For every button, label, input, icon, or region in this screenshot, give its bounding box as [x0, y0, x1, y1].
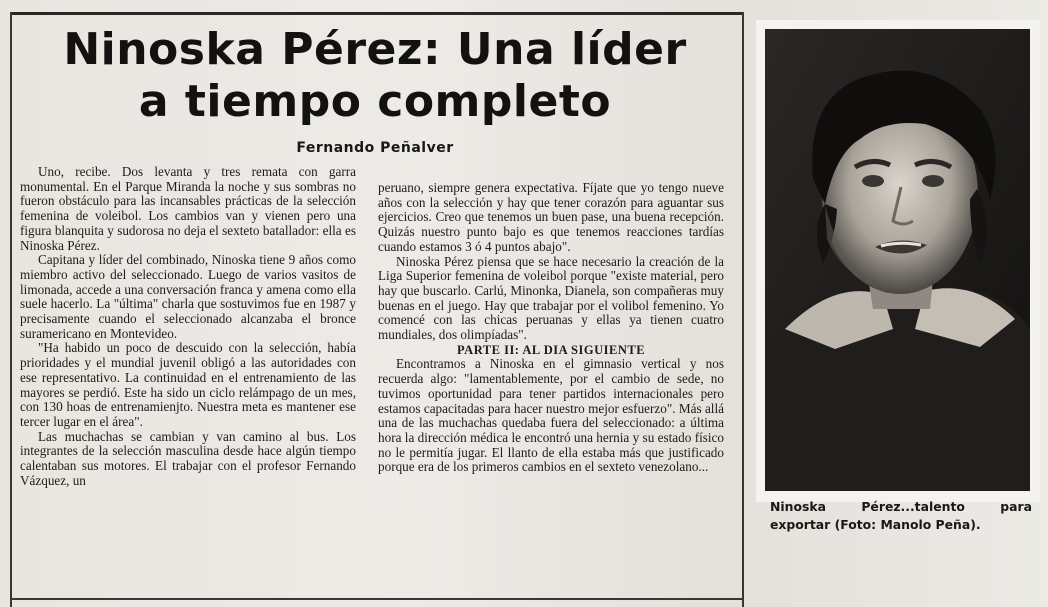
paragraph: Encontramos a Ninoska en el gimnasio vertical y nos recuerda algo: "lamentablemente, por el cambio de sede, no tuvimos oportunidad para tener partidos internacionales pero estamos capacitadas para hacer nuestro mejor esfuerzo". Más allá una de las muchachas quedaba fuera del seleccionado: a última hora la dirección médica le encontró una hernia y su estado físico no le permitía jugar. El llanto de ella estaba más que justificado porque era de los primeros cambios en el sexteto venezolano... — [378, 356, 724, 475]
portrait-photo — [765, 29, 1030, 491]
paragraph: "Ha habido un poco de descuido con la selección, había prioridades y el mundial juvenil obligó a las autoridades con ese representativo. La continuidad en el entrenamiento de las mayores se perdió. Este ha sido un ciclo relámpago de un mes, con 130 hoas de entrenamienjto. Nuestra meta es mantener ese tercer lugar en el área". — [20, 340, 356, 429]
headline-line-1: Ninoska Pérez: Una líder — [63, 24, 687, 75]
top-rule — [10, 12, 742, 15]
bottom-rule — [10, 598, 742, 600]
paragraph: peruano, siempre genera expectativa. Fíjate que yo tengo nueve años con la selección y hay que tener corazón para aguantar sus ejercicios. Creo que tenemos un buen pase, una buena recepción. Quizás nuestro punto bajo es que tenemos reacciones tardías cuando estamos 3 ó 4 puntos abajo". — [378, 180, 724, 254]
paragraph: Uno, recibe. Dos levanta y tres remata con garra monumental. En el Parque Miranda la noche y sus sombras no fueron obstáculo para las incansables prácticas de la selección femenina de voleibol. Los cambios van y vienen pero una figura blanquita y sudorosa no deja el sexteto batallador: ella es Ninoska Pérez. — [20, 164, 356, 253]
left-rule — [10, 12, 12, 607]
right-rule — [742, 12, 744, 607]
headline — [20, 24, 730, 128]
paragraph: Capitana y líder del combinado, Ninoska tiene 9 años como miembro activo del seleccionado. Luego de varios vasitos de limonada, accede a una conversación franca y amena como ella suele hacerlo. La "última" charla que sostuvimos fue en 1987 y precisamente cuando el seleccionado alcanzaba el bronce suramericano en Montevideo. — [20, 252, 356, 341]
article-column-1 — [20, 165, 356, 488]
photo-caption: Ninoska Pérez...talento para exportar (Foto: Manolo Peña). — [770, 499, 1032, 532]
byline: Fernando Peñalver — [296, 140, 454, 156]
paragraph: Las muchachas se cambian y van camino al bus. Los integrantes de la selección masculina desde hace algún tiempo calentaban sus motores. El trabajar con el profesor Fernando Vázquez, un — [20, 428, 356, 488]
article-column-2 — [378, 181, 724, 475]
section-subhead: PARTE II: AL DIA SIGUIENTE — [456, 342, 646, 357]
paragraph: Ninoska Pérez piensa que se hace necesario la creación de la Liga Superior femenina de voleibol porque "existe material, pero hay que buscarlo. Carlú, Minonka, Dianela, son compañeras muy buenas en el juego. Hay que trabajar por el volibol femenino. Yo comencé con las chicas peruanas y ellas ya tienen cuatro mundiales, dos olimpíadas". — [378, 253, 724, 343]
headline-line-2: a tiempo completo — [138, 76, 612, 127]
portrait-image-icon — [765, 29, 1030, 491]
